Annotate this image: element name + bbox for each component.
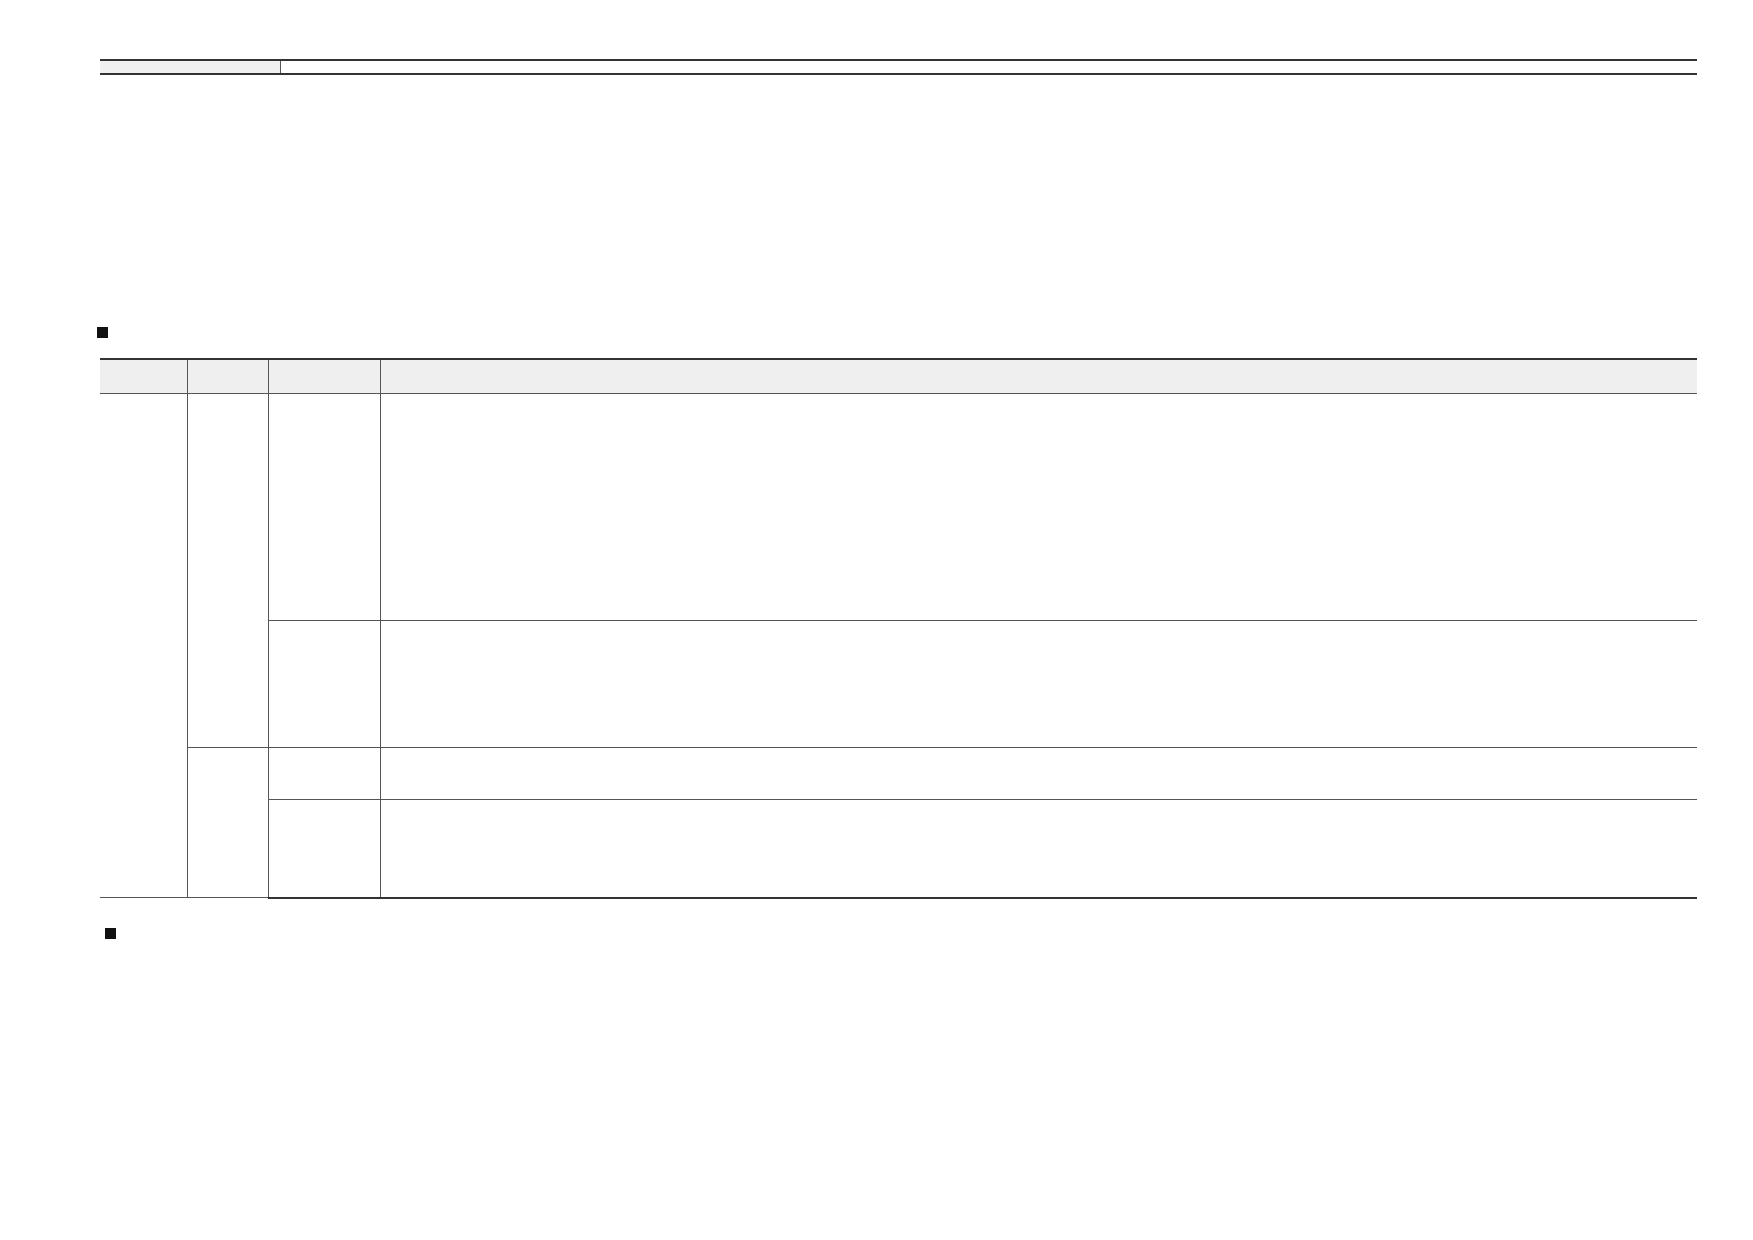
section-title-qualification [97,325,116,343]
notes-content-cell [281,60,1698,74]
section-title-deposit [105,926,124,944]
rank1-qualification-cell [380,394,1697,621]
rank1-cell [187,394,268,748]
eligibility-notes-table [100,59,1697,75]
header-apply-type [268,359,380,394]
rank1-restriction-type-cell [268,621,380,748]
notes-label-cell [100,60,281,74]
square-bullet-icon [97,327,108,338]
rank2-type-cell [268,748,380,800]
rank2-restriction-cell [380,800,1697,898]
rank2-restriction-type-cell [268,800,380,898]
qualification-table [100,358,1697,899]
category-cell [100,394,187,898]
header-qualification [380,359,1697,394]
header-category [100,359,187,394]
rank2-qualification-cell [380,748,1697,800]
rank1-restriction-cell [380,621,1697,748]
square-bullet-icon [105,928,116,939]
notes-lines [281,61,1697,73]
rank2-cell [187,748,268,898]
rank1-type-cell [268,394,380,621]
header-rank [187,359,268,394]
